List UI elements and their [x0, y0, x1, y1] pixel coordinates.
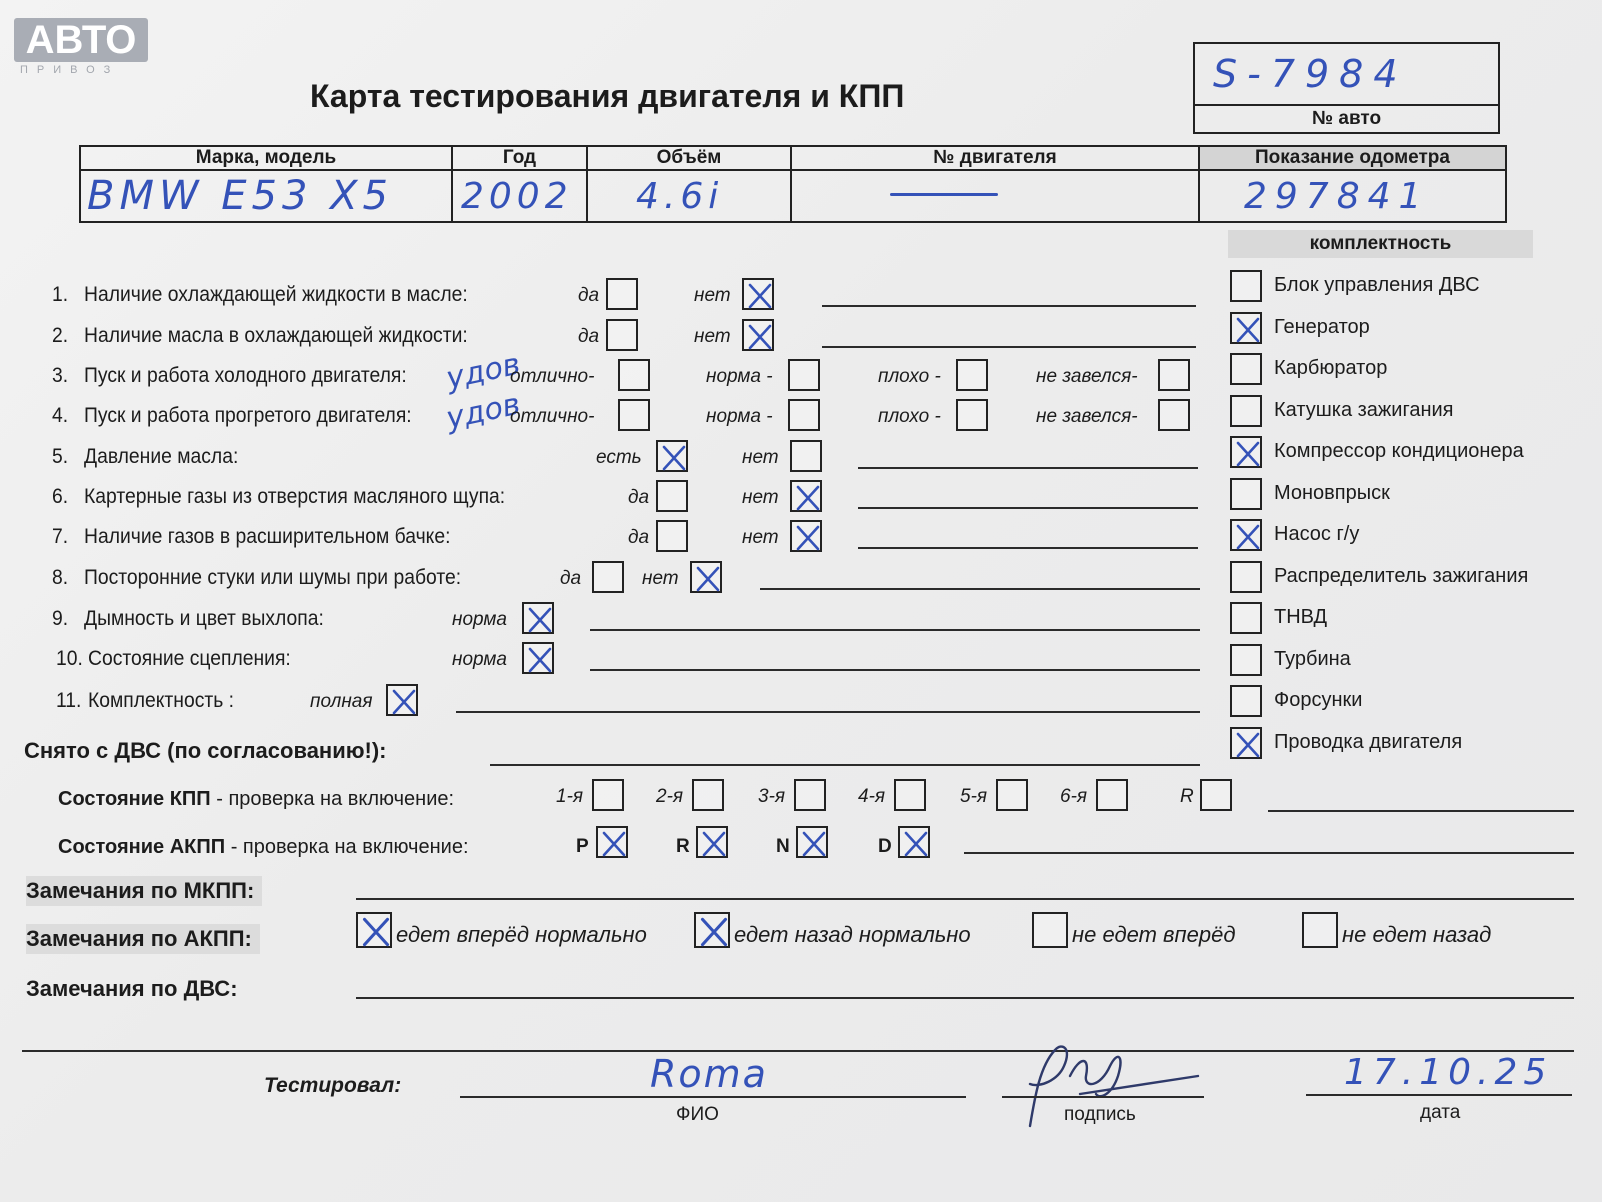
- check-mark-stroke: [750, 326, 770, 348]
- volume-cell[interactable]: [587, 170, 791, 222]
- check-mark-stroke: [798, 487, 818, 509]
- komplektnost-label: Моновпрыск: [1274, 481, 1390, 504]
- question-text: Комплектность :: [88, 689, 235, 712]
- option-checkbox[interactable]: [656, 480, 688, 512]
- check-mark-stroke: [1238, 526, 1258, 548]
- question-text: Картерные газы из отверстия масляного щупа:: [84, 485, 506, 508]
- kpp-gear-checkbox[interactable]: [692, 779, 724, 811]
- akpp-gear-label: R: [676, 836, 690, 857]
- check-mark-icon: [700, 917, 728, 947]
- date-value[interactable]: 17.10.25: [1344, 1052, 1553, 1093]
- question-text: Дымность и цвет выхлопа:: [84, 607, 324, 630]
- check-mark-stroke: [1238, 319, 1258, 341]
- kpp-label-bold: Состояние КПП: [58, 788, 211, 810]
- komplektnost-checkbox[interactable]: [1230, 519, 1262, 551]
- kpp-gear-checkbox[interactable]: [1200, 779, 1232, 811]
- komplektnost-checkbox[interactable]: [1230, 644, 1262, 676]
- akpp-remark-label: едет вперёд нормально: [396, 922, 647, 947]
- check-mark-icon: [1236, 524, 1260, 550]
- kpp-gear-checkbox[interactable]: [1096, 779, 1128, 811]
- make-model-cell[interactable]: [80, 170, 452, 222]
- answer-line[interactable]: [822, 346, 1196, 348]
- option-label: плохо -: [878, 406, 941, 427]
- komplektnost-label: Блок управления ДВС: [1274, 274, 1480, 296]
- dvs-remarks-line-2[interactable]: [22, 1050, 1574, 1052]
- question-text: Пуск и работа холодного двигателя:: [84, 364, 407, 387]
- name-line[interactable]: [460, 1096, 966, 1098]
- tester-name-value[interactable]: Roma: [650, 1052, 768, 1096]
- option-label: отлично-: [510, 406, 595, 427]
- komplektnost-checkbox[interactable]: [1230, 478, 1262, 510]
- question-text: Наличие масла в охлаждающей жидкости:: [84, 324, 468, 347]
- answer-line[interactable]: [590, 629, 1200, 631]
- check-mark-stroke: [394, 691, 414, 713]
- option-checkbox[interactable]: [788, 359, 820, 391]
- komplektnost-checkbox[interactable]: [1230, 395, 1262, 427]
- komplektnost-checkbox[interactable]: [1230, 561, 1262, 593]
- vehicle-header-table: [79, 145, 1507, 223]
- komplektnost-title: комплектность: [1228, 230, 1533, 258]
- komplektnost-label: Распределитель зажигания: [1274, 564, 1529, 587]
- kpp-gear-label: 1-я: [556, 786, 584, 807]
- akpp-line[interactable]: [964, 852, 1574, 854]
- option-checkbox[interactable]: [956, 399, 988, 431]
- answer-line[interactable]: [456, 711, 1200, 713]
- question-number: 8.: [52, 566, 69, 589]
- check-mark-icon: [904, 831, 928, 857]
- question-number: 1.: [52, 283, 69, 306]
- col-year: Год: [452, 146, 587, 170]
- kpp-gear-checkbox[interactable]: [794, 779, 826, 811]
- question-number: 6.: [52, 485, 69, 508]
- make-model-value: BMW E53 X5: [87, 173, 393, 219]
- logo-main-text: АВТО: [14, 18, 148, 62]
- komplektnost-checkbox[interactable]: [1230, 685, 1262, 717]
- option-checkbox[interactable]: [742, 278, 774, 310]
- akpp-gear-label: P: [576, 836, 589, 857]
- option-label: нет: [742, 447, 779, 468]
- option-checkbox[interactable]: [788, 399, 820, 431]
- option-label: отлично-: [510, 366, 595, 387]
- option-label: да: [628, 527, 650, 548]
- check-mark-icon: [748, 283, 772, 309]
- option-checkbox[interactable]: [690, 561, 722, 593]
- year-cell[interactable]: [452, 170, 587, 222]
- answer-line[interactable]: [590, 669, 1200, 671]
- komplektnost-label: Карбюратор: [1274, 357, 1388, 379]
- akpp-remark-label: не едет вперёд: [1072, 922, 1236, 947]
- option-checkbox[interactable]: [618, 359, 650, 391]
- option-checkbox[interactable]: [956, 359, 988, 391]
- check-mark-icon: [602, 831, 626, 857]
- komplektnost-label: Насос г/у: [1274, 523, 1360, 545]
- akpp-remark-checkbox[interactable]: [356, 912, 392, 948]
- option-label: полная: [310, 691, 373, 712]
- auto-number-label: № авто: [1311, 108, 1382, 129]
- option-checkbox[interactable]: [742, 319, 774, 351]
- dvs-remarks-line[interactable]: [356, 997, 1574, 999]
- check-mark-icon: [796, 525, 820, 551]
- removed-from-engine-label: Снято с ДВС (по согласованию!):: [24, 738, 387, 763]
- col-make-model: Марка, модель: [80, 146, 452, 170]
- komplektnost-label: Компрессор кондиционера: [1274, 440, 1524, 462]
- kpp-gear-label: 6-я: [1060, 786, 1088, 807]
- avtoprivoz-logo: [14, 18, 148, 76]
- check-mark-stroke: [702, 919, 725, 944]
- check-mark-icon: [528, 607, 552, 633]
- check-mark-icon: [802, 831, 826, 857]
- check-mark-stroke: [804, 833, 824, 855]
- check-mark-stroke: [1238, 734, 1258, 756]
- odometer-value: 297841: [1244, 175, 1430, 217]
- akpp-label: [58, 836, 469, 859]
- check-mark-stroke: [750, 285, 770, 307]
- check-mark-stroke: [798, 527, 818, 549]
- akpp-gear-checkbox[interactable]: [696, 826, 728, 858]
- kpp-gear-checkbox[interactable]: [996, 779, 1028, 811]
- check-mark-icon: [1236, 317, 1260, 343]
- name-caption: ФИО: [676, 1104, 719, 1125]
- check-mark-icon: [1236, 732, 1260, 758]
- year-value: 2002: [461, 175, 573, 217]
- akpp-label-bold: Состояние АКПП: [58, 836, 226, 858]
- signature-line[interactable]: [1002, 1096, 1204, 1098]
- option-label: есть: [596, 447, 642, 468]
- akpp-remark-label: едет назад нормально: [734, 922, 971, 947]
- kpp-label: [58, 788, 454, 811]
- option-label: нет: [694, 326, 731, 347]
- engine-number-cell[interactable]: [791, 170, 1199, 222]
- akpp-gear-checkbox[interactable]: [898, 826, 930, 858]
- check-mark-stroke: [530, 609, 550, 631]
- question-text: Пуск и работа прогретого двигателя:: [84, 404, 412, 427]
- option-label: да: [578, 326, 600, 347]
- question-text: Давление масла:: [84, 445, 239, 468]
- col-volume: Объём: [587, 146, 791, 170]
- question-text: Наличие газов в расширительном бачке:: [84, 525, 451, 548]
- logo-sub-text: ПРИВОЗ: [20, 64, 120, 76]
- question-number: 7.: [52, 525, 69, 548]
- akpp-remarks-label: Замечания по АКПП:: [26, 924, 260, 954]
- akpp-remark-label: не едет назад: [1342, 922, 1492, 947]
- kpp-line[interactable]: [1268, 810, 1574, 812]
- option-checkbox[interactable]: [522, 602, 554, 634]
- option-checkbox[interactable]: [618, 399, 650, 431]
- option-label: нет: [642, 568, 679, 589]
- signature-caption: подпись: [1064, 1104, 1136, 1125]
- akpp-label-rest: - проверка на включение:: [225, 836, 469, 858]
- mkpp-remarks-label: Замечания по МКПП:: [26, 876, 262, 906]
- question-text: Наличие охлаждающей жидкости в масле:: [84, 283, 468, 306]
- tested-by-label: Тестировал:: [264, 1074, 402, 1097]
- akpp-remark-checkbox[interactable]: [1302, 912, 1338, 948]
- komplektnost-label: Генератор: [1274, 315, 1370, 338]
- engine-number-dash-stroke: [890, 193, 998, 196]
- komplektnost-label: Проводка двигателя: [1274, 730, 1463, 753]
- akpp-remark-checkbox[interactable]: [694, 912, 730, 948]
- question-number: 2.: [52, 324, 69, 347]
- check-mark-icon: [702, 831, 726, 857]
- question-number: 4.: [52, 404, 69, 427]
- date-caption: дата: [1420, 1102, 1461, 1123]
- option-checkbox[interactable]: [790, 520, 822, 552]
- option-label: нет: [742, 527, 779, 548]
- kpp-gear-label: 3-я: [758, 786, 786, 807]
- option-checkbox[interactable]: [656, 520, 688, 552]
- question-number: 10.: [56, 647, 83, 670]
- kpp-gear-label: 5-я: [960, 786, 988, 807]
- komplektnost-checkbox[interactable]: [1230, 353, 1262, 385]
- page-title: Карта тестирования двигателя и КПП: [310, 78, 905, 114]
- option-label: норма -: [706, 406, 773, 427]
- check-mark-stroke: [364, 919, 387, 944]
- komplektnost-label: Форсунки: [1274, 689, 1363, 711]
- check-mark-stroke: [664, 447, 684, 469]
- values-row: [80, 170, 1506, 222]
- answer-line[interactable]: [822, 305, 1196, 307]
- check-mark-stroke: [530, 649, 550, 671]
- komplektnost-checkbox[interactable]: [1230, 727, 1262, 759]
- option-checkbox[interactable]: [656, 440, 688, 472]
- option-label: не завелся-: [1036, 366, 1138, 387]
- dvs-remarks-label: Замечания по ДВС:: [26, 976, 238, 1001]
- komplektnost-checkbox[interactable]: [1230, 270, 1262, 302]
- question-number: 9.: [52, 607, 69, 630]
- option-checkbox[interactable]: [606, 319, 638, 351]
- option-checkbox[interactable]: [386, 684, 418, 716]
- date-line[interactable]: [1306, 1094, 1572, 1096]
- check-mark-icon: [796, 485, 820, 511]
- kpp-label-rest: - проверка на включение:: [210, 788, 455, 810]
- removed-from-engine-line[interactable]: [490, 764, 1200, 766]
- col-odometer: Показание одометра: [1199, 146, 1506, 170]
- check-mark-icon: [362, 917, 390, 947]
- auto-number-box: [1193, 42, 1500, 134]
- check-mark-stroke: [1238, 443, 1258, 465]
- option-label: норма: [452, 649, 507, 670]
- question-number: 5.: [52, 445, 69, 468]
- option-label: норма: [452, 609, 507, 630]
- akpp-gear-label: D: [878, 836, 892, 857]
- answer-line[interactable]: [858, 467, 1198, 469]
- option-label: нет: [694, 285, 731, 306]
- komplektnost-label: Турбина: [1274, 647, 1351, 670]
- check-mark-icon: [392, 689, 416, 715]
- option-label: норма -: [706, 366, 773, 387]
- akpp-remark-checkbox[interactable]: [1032, 912, 1068, 948]
- check-mark-icon: [696, 566, 720, 592]
- kpp-gear-label: 4-я: [858, 786, 886, 807]
- komplektnost-label: ТНВД: [1274, 606, 1328, 628]
- check-mark-stroke: [704, 833, 724, 855]
- question-number: 11.: [56, 689, 82, 712]
- option-checkbox[interactable]: [1158, 359, 1190, 391]
- komplektnost-checkbox[interactable]: [1230, 436, 1262, 468]
- option-checkbox[interactable]: [606, 278, 638, 310]
- answer-line[interactable]: [858, 547, 1198, 549]
- kpp-gear-label: 2-я: [656, 786, 684, 807]
- option-checkbox[interactable]: [522, 642, 554, 674]
- komplektnost-label: Катушка зажигания: [1274, 398, 1454, 421]
- option-label: да: [560, 568, 582, 589]
- option-checkbox[interactable]: [790, 480, 822, 512]
- answer-line[interactable]: [760, 588, 1200, 590]
- akpp-gear-checkbox[interactable]: [796, 826, 828, 858]
- auto-number-value[interactable]: S-7984: [1213, 52, 1408, 96]
- question-text: Состояние сцепления:: [88, 647, 291, 670]
- check-mark-stroke: [906, 833, 926, 855]
- option-label: плохо -: [878, 366, 941, 387]
- question-number: 3.: [52, 364, 69, 387]
- option-label: да: [628, 487, 650, 508]
- akpp-gear-label: N: [776, 836, 790, 857]
- question-handwritten-note: удов: [443, 346, 524, 397]
- check-mark-stroke: [698, 568, 718, 590]
- check-mark-icon: [748, 324, 772, 350]
- akpp-gear-checkbox[interactable]: [596, 826, 628, 858]
- option-label: да: [578, 285, 600, 306]
- kpp-gear-label: R: [1180, 786, 1194, 807]
- kpp-gear-checkbox[interactable]: [894, 779, 926, 811]
- volume-value: 4.6i: [636, 175, 724, 217]
- question-text: Посторонние стуки или шумы при работе:: [84, 566, 462, 589]
- col-engine-number: № двигателя: [791, 146, 1199, 170]
- check-mark-icon: [662, 445, 686, 471]
- header-row: [80, 146, 1506, 170]
- komplektnost-checkbox[interactable]: [1230, 312, 1262, 344]
- auto-number-divider: [1195, 104, 1498, 106]
- answer-line[interactable]: [858, 507, 1198, 509]
- option-checkbox[interactable]: [1158, 399, 1190, 431]
- kpp-gear-checkbox[interactable]: [592, 779, 624, 811]
- check-mark-stroke: [604, 833, 624, 855]
- option-label: не завелся-: [1036, 406, 1138, 427]
- odometer-cell[interactable]: [1199, 170, 1506, 222]
- option-checkbox[interactable]: [592, 561, 624, 593]
- komplektnost-checkbox[interactable]: [1230, 602, 1262, 634]
- option-label: нет: [742, 487, 779, 508]
- check-mark-icon: [1236, 441, 1260, 467]
- mkpp-remarks-line[interactable]: [356, 898, 1574, 900]
- option-checkbox[interactable]: [790, 440, 822, 472]
- question-handwritten-note: удов: [443, 386, 524, 437]
- check-mark-icon: [528, 647, 552, 673]
